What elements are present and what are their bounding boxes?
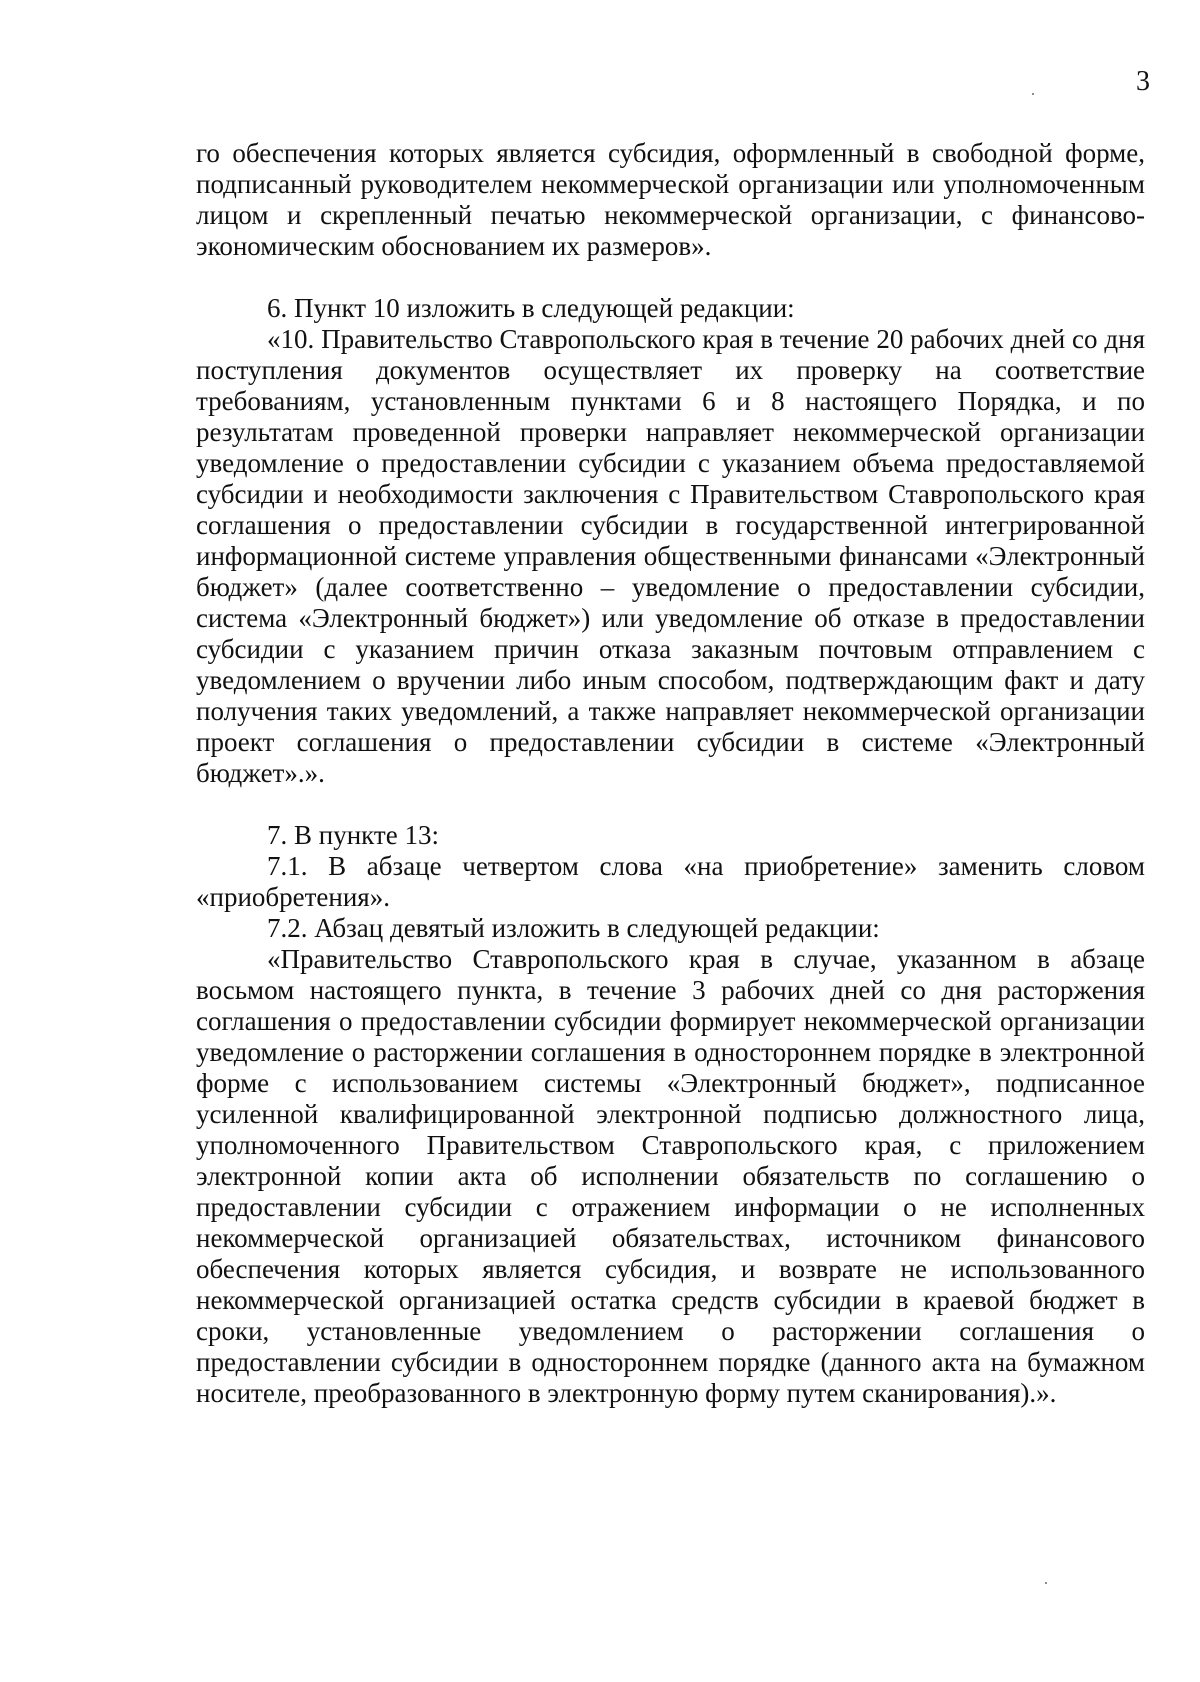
paragraph-gap (196, 262, 1145, 293)
paragraph: 7. В пункте 13: (267, 820, 439, 850)
page-number: 3 (1136, 66, 1150, 97)
paragraph: 7.2. Абзац девятый изложить в следующей редакции: (267, 913, 880, 943)
paragraph: го обеспечения которых является субсидия, оформленный в свободной форме, подписанный руководителем некоммерческой организации или уполномоченным лицом и скрепленный печатью некоммерческой организации, с финансово-экономическим обоснованием их размеров». (196, 138, 1145, 261)
paragraph: 6. Пункт 10 изложить в следующей редакции: (267, 293, 795, 323)
paragraph: «10. Правительство Ставропольского края в течение 20 рабочих дней со дня поступления документов осуществляет их проверку на соответствие требованиям, установленным пунктами 6 и 8 настоящего Порядка, и по результатам проведенной проверки направляет некоммерческой организации уведомление о предоставлении субсидии с указанием объема предоставляемой субсидии и необходимости заключения с Правительством Ставропольского края соглашения о предоставлении субсидии в государственной интегрированной информационной системе управления общественными финансами «Электронный бюджет» (далее соответственно – уведомление о предоставлении субсидии, система «Электронный бюджет») или уведомление об отказе в предоставлении субсидии с указанием причин отказа заказным почтовым отправлением с уведомлением о вручении либо иным способом, подтверждающим факт и дату получения таких уведомлений, а также направляет некоммерческой организации проект соглашения о предоставлении субсидии в системе «Электронный бюджет».». (196, 324, 1145, 788)
document-body (196, 138, 1145, 1409)
scan-speck (1045, 1582, 1047, 1584)
paragraph-gap (196, 789, 1145, 820)
paragraph: 7.1. В абзаце четвертом слова «на приобретение» заменить словом «приобретения». (196, 851, 1145, 912)
scan-speck (1032, 93, 1034, 95)
paragraph: «Правительство Ставропольского края в случае, указанном в абзаце восьмом настоящего пункта, в течение 3 рабочих дней со дня расторжения соглашения о предоставлении субсидии формирует некоммерческой организации уведомление о расторжении соглашения в одностороннем порядке в электронной форме с использованием системы «Электронный бюджет», подписанное усиленной квалифицированной электронной подписью должностного лица, уполномоченного Правительством Ставропольского края, с приложением электронной копии акта об исполнении обязательств по соглашению о предоставлении субсидии с отражением информации о не исполненных некоммерческой организацией обязательствах, источником финансового обеспечения которых является субсидия, и возврате не использованного некоммерческой организацией остатка средств субсидии в краевой бюджет в сроки, установленные уведомлением о расторжении соглашения о предоставлении субсидии в одностороннем порядке (данного акта на бумажном носителе, преобразованного в электронную форму путем сканирования).». (196, 944, 1145, 1408)
